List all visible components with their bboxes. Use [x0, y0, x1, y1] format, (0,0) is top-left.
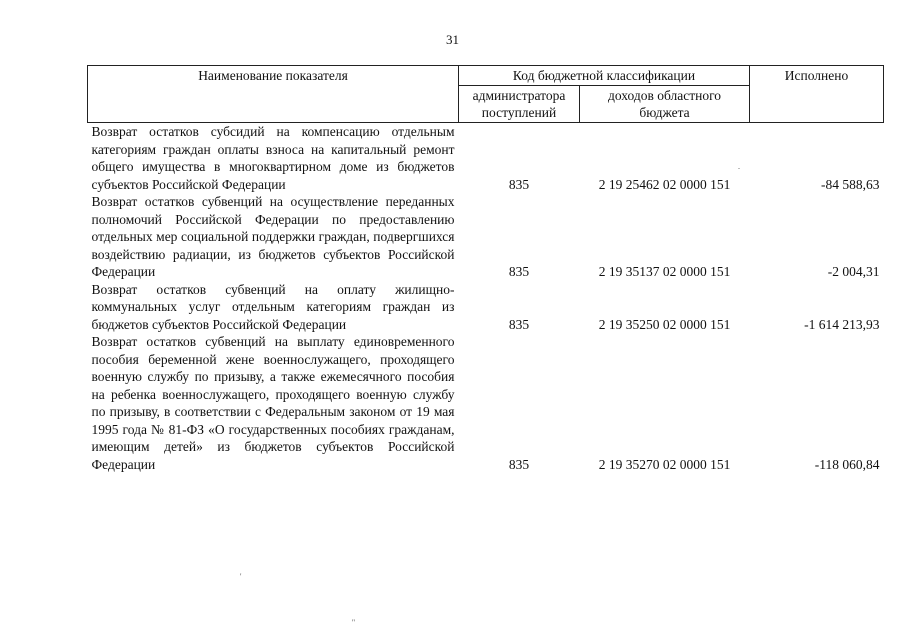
table-row	[88, 123, 884, 194]
row-admin-code: 835	[508, 456, 530, 472]
row-name: Возврат остатков субвенций на осуществление переданных полномочий Российской Федерации по предоставлению отдельных мер социальной поддержки граждан, подвергшихся воздействию радиации, из бюджетов субъектов Российской Федерации	[91, 194, 455, 279]
row-admin-code: 835	[508, 176, 530, 192]
row-amount: -2 004,31	[827, 264, 880, 279]
row-admin-code: 835	[508, 264, 530, 279]
table-row	[88, 193, 884, 281]
row-amount: -118 060,84	[814, 456, 880, 472]
row-income-code: 2 19 35270 02 0000 151	[598, 456, 731, 472]
header-budget-code: Код бюджетной классификации	[459, 66, 750, 86]
header-regional-income: доходов областного бюджета	[580, 86, 750, 123]
row-name: Возврат остатков субвенций на оплату жилищно-коммунальных услуг отдельным категориям граждан из бюджетов субъектов Российской Федерации	[91, 281, 455, 332]
header-administrator: администратора поступлений	[459, 86, 580, 123]
table-header-row	[88, 66, 884, 86]
header-executed: Исполнено	[750, 66, 884, 123]
row-name: Возврат остатков субсидий на компенсацию отдельным категориям граждан оплаты взноса на капитальный ремонт общего имущества в многоквартирном доме из бюджетов субъектов Российской Федерации	[91, 124, 455, 192]
row-amount: -1 614 213,93	[804, 316, 880, 332]
scan-speck: .	[738, 162, 740, 171]
table-row	[88, 281, 884, 334]
table-row	[88, 333, 884, 473]
page-number: 31	[446, 32, 459, 47]
row-income-code: 2 19 35137 02 0000 151	[598, 264, 731, 279]
row-admin-code: 835	[508, 316, 530, 332]
row-income-code: 2 19 35250 02 0000 151	[598, 316, 731, 332]
row-amount: -84 588,63	[821, 176, 880, 192]
header-indicator-name: Наименование показателя	[88, 66, 459, 123]
row-income-code: 2 19 25462 02 0000 151	[598, 176, 731, 192]
row-name: Возврат остатков субвенций на выплату единовременного пособия беременной жене военнослужащего, проходящего военную службу по призыву, а также ежемесячного пособия на ребенка военнослужащего, проходящего военную службу по призыву, в соответствии с Федеральным законом от 19 мая 1995 года № 81-ФЗ «О государственных пособиях гражданам, имеющим детей» из бюджетов субъектов Российской Федерации	[91, 334, 455, 472]
scan-speck: ''	[352, 618, 355, 627]
budget-table	[87, 65, 884, 473]
scan-speck: '	[240, 572, 242, 581]
